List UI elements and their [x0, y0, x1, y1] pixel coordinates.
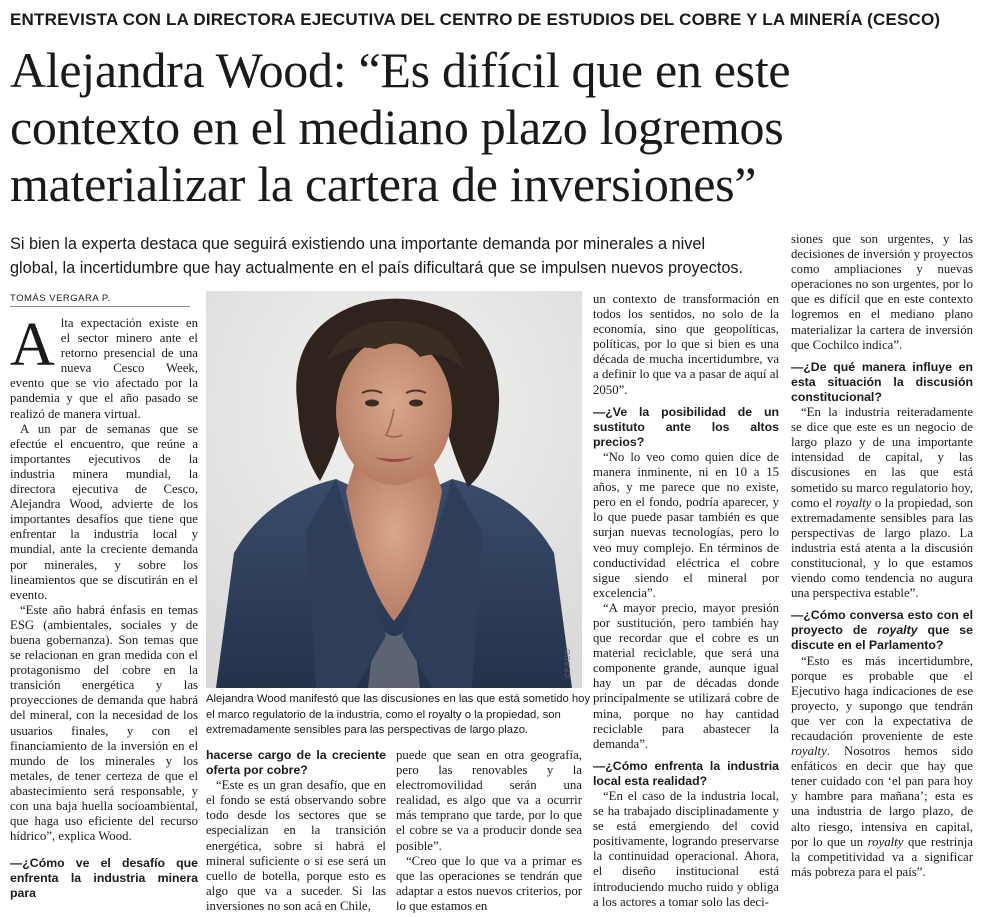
paragraph — [791, 654, 973, 880]
paragraph — [791, 405, 973, 601]
article-lead — [10, 232, 780, 280]
lead-line: global, la incertidumbre que hay actualmente en el país dificultará que se impulsen nuevos proyectos. — [10, 259, 744, 277]
text-run: . Nosotros hemos sido enfáticos en decir que hay que tener cuidado con ‘el pan para hoy y hambre para mañana’; esta es una industria de largo plazo, de alto riesgo, intensiva en capital, por lo que un — [791, 744, 973, 849]
text-run: que restrinja la competitividad va a significar más pobreza para el país”. — [791, 834, 973, 879]
byline-rule — [10, 306, 190, 307]
headline-line: Alejandra Wood: “Es difícil que en este — [10, 42, 791, 98]
interview-question: —¿Ve la posibilidad de un sustituto ante los altos precios? — [593, 404, 779, 449]
headline-line: contexto en el mediano plazo logremos — [10, 99, 784, 155]
text-run: “En la industria reiteradamente se dice que este es un negocio de largo plazo y de una importante intensidad de capital, y las discusiones en las que está sometido su marco regulatorio hoy, como el — [791, 405, 973, 510]
interview-question-continued: hacerse cargo de la creciente oferta por cobre? — [206, 748, 386, 778]
portrait-photo — [206, 291, 582, 688]
caption-line: extremadamente sensibles para las perspectivas de largo plazo. — [206, 724, 529, 736]
paragraph: siones que son urgentes, y las decisiones de inversión y proyectos como ampliaciones y nuevas operaciones no son urgentes, por lo que es difícil que en este contexto logremos en el mediano plano materializar la cartera de inversión que Cochilco indica”. — [791, 232, 973, 352]
caption-line: el marco regulatorio de la industria, como el royalty o la propiedad, son — [206, 708, 561, 721]
interview-question: —¿Cómo enfrenta la industria local esta realidad? — [593, 758, 779, 788]
photo-credit: CESCO — [565, 648, 572, 678]
paragraph: “Creo que lo que va a primar es que las operaciones se tendrán que adaptar a estos nuevos criterios, por lo que estamos en — [396, 853, 582, 913]
italic-term: royalty — [791, 744, 827, 759]
portrait-illustration — [206, 291, 582, 688]
paragraph: A un par de semanas que se efectúe el encuentro, que reúne a importantes ejecutivos de la industria minera mundial, la directora ejecutiva de Cesco, Alejandra Wood, advierte de los importantes desafíos que tiene que enfrentar la industria local y mundial, ante la creciente demanda por minerales, y sobre los lineamientos que se discutirán en el evento. — [10, 421, 198, 602]
column-1 — [10, 311, 198, 902]
paragraph: “No lo veo como quien dice de manera inminente, ni en 10 a 15 años, y me parece que no existe, pero en el fondo, podría aparecer, y lo que puede pasar también es que surjan nuevas tecnologías, pero lo veo muy complejo. En términos de conductividad eléctrica el cobre sigue siendo el mineral por excelencia”. — [593, 449, 779, 600]
column-5 — [791, 232, 973, 880]
paragraph: “Este año habrá énfasis en temas ESG (ambientales, sociales y de buena gobernanza). Son temas que se relacionan en gran medida con el protagonismo del cobre en la transición energética y las proyecciones de demanda que habrá del mineral, con la necesidad de los usuarios finales, y con el financiamiento de la inversión en el mundo de los minerales y los metales, de tener certeza de que el abastecimiento será responsable, y con una baja huella socioambiental, que haga uso eficiente del recurso hídrico”, explica Wood. — [10, 602, 198, 844]
interview-question: —¿De qué manera influye en esta situación la discusión constitucional? — [791, 359, 973, 404]
column-2 — [206, 748, 386, 914]
article-kicker: ENTREVISTA CON LA DIRECTORA EJECUTIVA DEL CENTRO DE ESTUDIOS DEL COBRE Y LA MINERÍA (CESCO) — [10, 10, 941, 29]
drop-cap: A — [10, 311, 55, 379]
paragraph: “Este es un gran desafío, que en el fondo se está observando sobre todo desde los sectores que se especializan en la transición energética, sobre si habrá el mineral suficiente o si ese será un cuello de botella, porque esto es algo que va a suceder. Si las inversiones no son acá en Chile, — [206, 778, 386, 913]
paragraph: “A mayor precio, mayor presión por sustitución, pero también hay que recordar que el cobre es un material reciclable, que será una componente grande, aunque igual hay un par de décadas donde principalmente se utilizará cobre de mina, porque no hay cantidad reciclable para abastecer la demanda”. — [593, 600, 779, 751]
column-4 — [593, 292, 779, 910]
italic-term: royalty — [835, 495, 872, 510]
article-headline — [10, 42, 975, 213]
italic-term: royalty — [877, 623, 918, 638]
text-run: o la propiedad, son extremadamente sensibles para las perspectivas de largo plazo. La industria está atenta a la discusión constitucional, y lo que estamos viendo como tendencia no augura una perspectiva estable”. — [791, 495, 973, 601]
headline-line: materializar la cartera de inversiones” — [10, 156, 757, 212]
italic-term: royalty — [867, 834, 904, 849]
paragraph: un contexto de transformación en todos los sentidos, no solo de la economía, sino que geopolíticas, políticas, por lo que si bien es una década de mucha incertidumbre, va a definir lo que va a pasar de aquí al 2050”. — [593, 292, 779, 397]
column-3 — [396, 748, 582, 914]
photo-caption — [206, 692, 591, 739]
interview-question — [791, 608, 973, 653]
byline: TOMÁS VERGARA P. — [10, 293, 111, 304]
lead-line: Si bien la experta destaca que seguirá existiendo una importante demanda por minerales a nivel — [10, 235, 706, 253]
paragraph: “En el caso de la industria local, se ha trabajado disciplinadamente y se está emergiendo del covid positivamente, logrando preservarse la continuidad operacional. Ahora, el diseño institucional está introduciendo mucho ruido y obliga a los actores a tomar solo las deci- — [593, 789, 779, 909]
text-run: “Esto es más incertidumbre, porque es probable que el Ejecutivo haga indicaciones de ese proyecto, y supongo que tendrán que ver con la expectativa de recaudación proveniente de este — [791, 653, 973, 743]
interview-question: —¿Cómo ve el desafío que enfrenta la industria minera para — [10, 856, 198, 901]
paragraph: puede que sean en otra geografía, pero las renovables y la electromovilidad serán una realidad, es algo que va a ocurrir más temprano que tarde, por lo que el cobre se va a producir donde sea posible”. — [396, 748, 582, 853]
caption-line: Alejandra Wood manifestó que las discusiones en las que está sometido hoy — [206, 693, 591, 705]
text-run: —¿Cómo conversa esto con el proyecto de — [791, 608, 973, 638]
text-run: que se discute en el Parlamento? — [791, 623, 973, 653]
paragraph: lta expectación existe en el sector minero ante el retorno presencial de una nueva Cesco Week, evento que se vio afectado por la pandemia y que el año pasado se realizó de manera virtual. — [10, 316, 198, 421]
